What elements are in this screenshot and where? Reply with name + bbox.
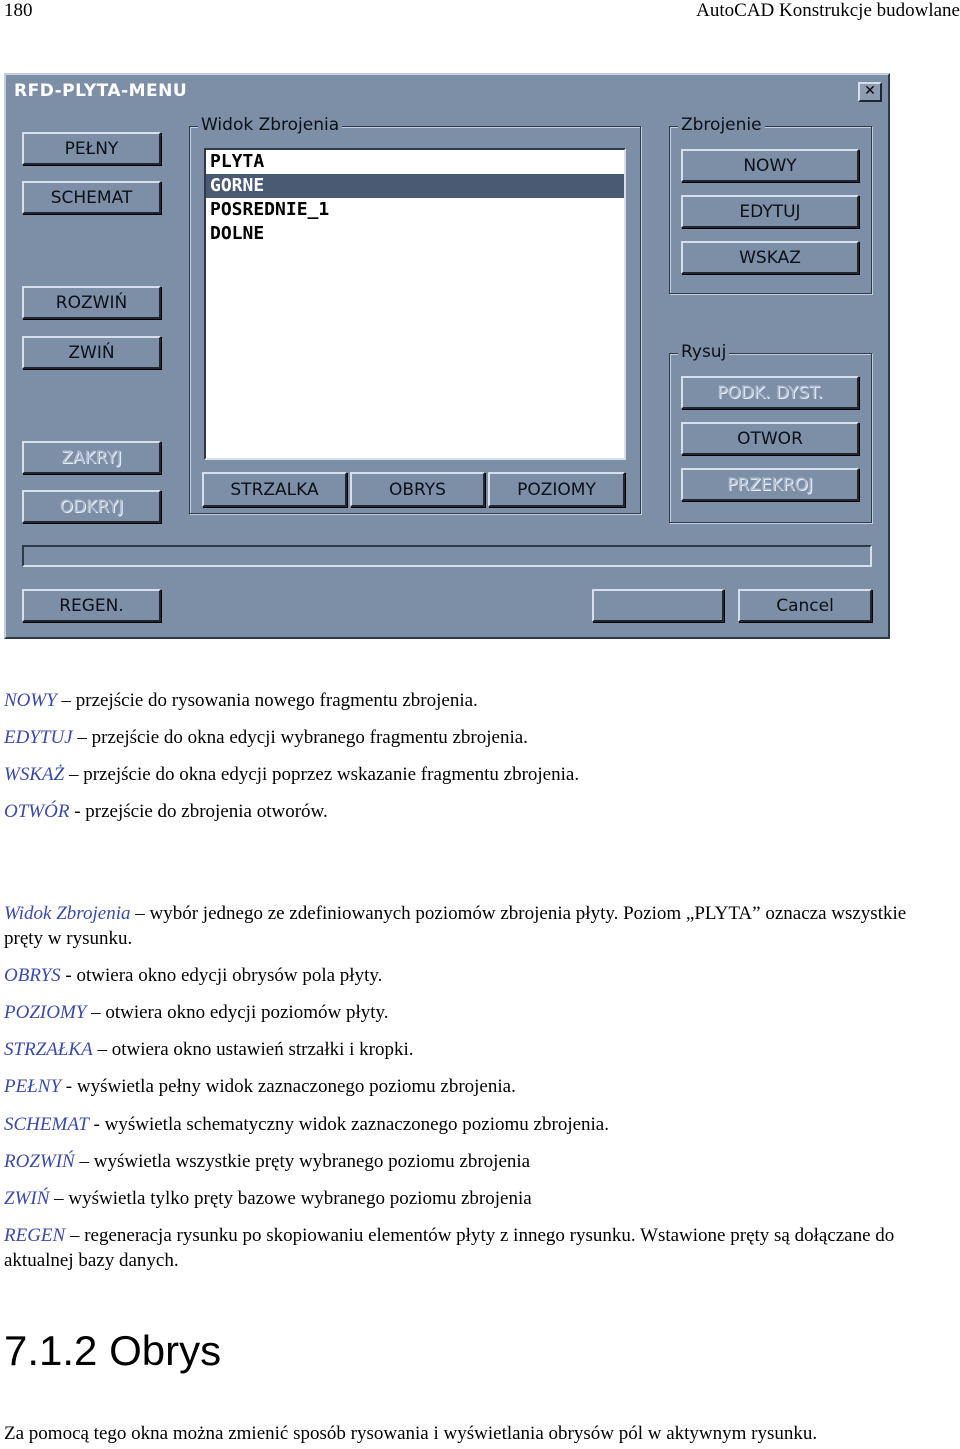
podk-dyst-button[interactable]: PODK. DYST.: [681, 376, 859, 409]
desc-text: – przejście do okna edycji wybranego fragmentu zbrojenia.: [72, 727, 528, 748]
desc-text: – wybór jednego ze zdefiniowanych poziomów zbrojenia płyty. Poziom „PLYTA” oznacza wszystkie pręty w rysunku.: [4, 903, 907, 949]
term: ROZWIŃ: [4, 1151, 75, 1172]
desc-text: - wyświetla schematyczny widok zaznaczonego poziomu zbrojenia.: [88, 1114, 609, 1135]
desc-pelny: [4, 1074, 944, 1099]
dialog-titlebar: [8, 77, 886, 105]
term: NOWY: [4, 690, 57, 711]
section-heading: 7.1.2 Obrys: [4, 1327, 222, 1374]
desc-nowy: [4, 688, 944, 713]
desc-strzalka: [4, 1037, 944, 1062]
term: OBRYS: [4, 965, 61, 986]
term: PEŁNY: [4, 1076, 62, 1097]
widok-zbrojenia-list[interactable]: [204, 148, 626, 460]
desc-widok-zbrojenia: [4, 901, 944, 951]
zakryj-button[interactable]: ZAKRYJ: [22, 441, 161, 474]
edytuj-button[interactable]: EDYTUJ: [681, 195, 859, 228]
term: SCHEMAT: [4, 1114, 89, 1135]
desc-obrys: [4, 963, 944, 988]
desc-text: – otwiera okno edycji poziomów płyty.: [86, 1002, 389, 1023]
list-item[interactable]: PLYTA: [210, 151, 265, 172]
desc-zwin: [4, 1186, 944, 1211]
obrys-button[interactable]: OBRYS: [350, 472, 485, 507]
dialog-title: RFD-PLYTA-MENU: [14, 81, 188, 101]
desc-text: – otwiera okno ustawień strzałki i kropki.: [92, 1039, 414, 1060]
zwin-button[interactable]: ZWIŃ: [22, 336, 161, 369]
otwor-button[interactable]: OTWOR: [681, 422, 859, 455]
term: WSKAŻ: [4, 764, 65, 785]
strzalka-button[interactable]: STRZALKA: [202, 472, 347, 507]
desc-regen: [4, 1223, 944, 1273]
desc-text: – przejście do okna edycji poprzez wskazanie fragmentu zbrojenia.: [64, 764, 580, 785]
term: ZWIŃ: [4, 1188, 50, 1209]
desc-schemat: [4, 1112, 944, 1137]
term: REGEN: [4, 1225, 66, 1246]
section-intro: Za pomocą tego okna można zmienić sposób rysowania i wyświetlania obrysów pól w aktywnym rysunku.: [4, 1423, 818, 1444]
progress-bar: [22, 545, 872, 567]
desc-text: – wyświetla tylko pręty bazowe wybranego poziomu zbrojenia: [49, 1188, 532, 1209]
rozwin-button[interactable]: ROZWIŃ: [22, 286, 161, 319]
desc-text: - otwiera okno edycji obrysów pola płyty.: [60, 965, 383, 986]
rysuj-label: Rysuj: [678, 342, 729, 362]
zbrojenie-label: Zbrojenie: [678, 115, 765, 135]
desc-edytuj: [4, 725, 944, 750]
desc-rozwin: [4, 1149, 944, 1174]
desc-text: – wyświetla wszystkie pręty wybranego poziomu zbrojenia: [74, 1151, 531, 1172]
cancel-button[interactable]: Cancel: [738, 589, 872, 622]
desc-poziomy: [4, 1000, 944, 1025]
pelny-button[interactable]: PEŁNY: [22, 132, 161, 165]
book-title: AutoCAD Konstrukcje budowlane: [696, 0, 960, 21]
list-item[interactable]: DOLNE: [210, 223, 265, 244]
list-item-selected[interactable]: GORNE: [206, 174, 624, 198]
desc-text: - wyświetla pełny widok zaznaczonego poziomu zbrojenia.: [61, 1076, 516, 1097]
widok-zbrojenia-label: Widok Zbrojenia: [198, 115, 342, 135]
przekroj-button[interactable]: PRZEKROJ: [681, 468, 859, 501]
desc-text: – przejście do rysowania nowego fragmentu zbrojenia.: [56, 690, 478, 711]
page-number: 180: [4, 0, 33, 21]
wskaz-button[interactable]: WSKAZ: [681, 241, 859, 274]
odkryj-button[interactable]: ODKRYJ: [22, 490, 161, 523]
term: EDYTUJ: [4, 727, 73, 748]
regen-button[interactable]: REGEN.: [22, 589, 161, 622]
list-item[interactable]: POSREDNIE_1: [210, 199, 330, 220]
close-icon[interactable]: ✕: [858, 82, 882, 102]
nowy-button[interactable]: NOWY: [681, 149, 859, 182]
desc-wskaz: [4, 762, 944, 787]
term: POZIOMY: [4, 1002, 87, 1023]
poziomy-button[interactable]: POZIOMY: [488, 472, 625, 507]
desc-otwor: [4, 799, 944, 824]
term: Widok Zbrojenia: [4, 903, 131, 924]
term: OTWÓR: [4, 801, 70, 822]
blank-button[interactable]: [592, 589, 724, 622]
term: STRZAŁKA: [4, 1039, 93, 1060]
schemat-button[interactable]: SCHEMAT: [22, 181, 161, 214]
desc-text: - przejście do zbrojenia otworów.: [69, 801, 328, 822]
rfd-plyta-menu-dialog: [4, 73, 890, 639]
desc-text: – regeneracja rysunku po skopiowaniu elementów płyty z innego rysunku. Wstawione pręty są dołączane do aktualnej bazy danych.: [4, 1225, 895, 1271]
